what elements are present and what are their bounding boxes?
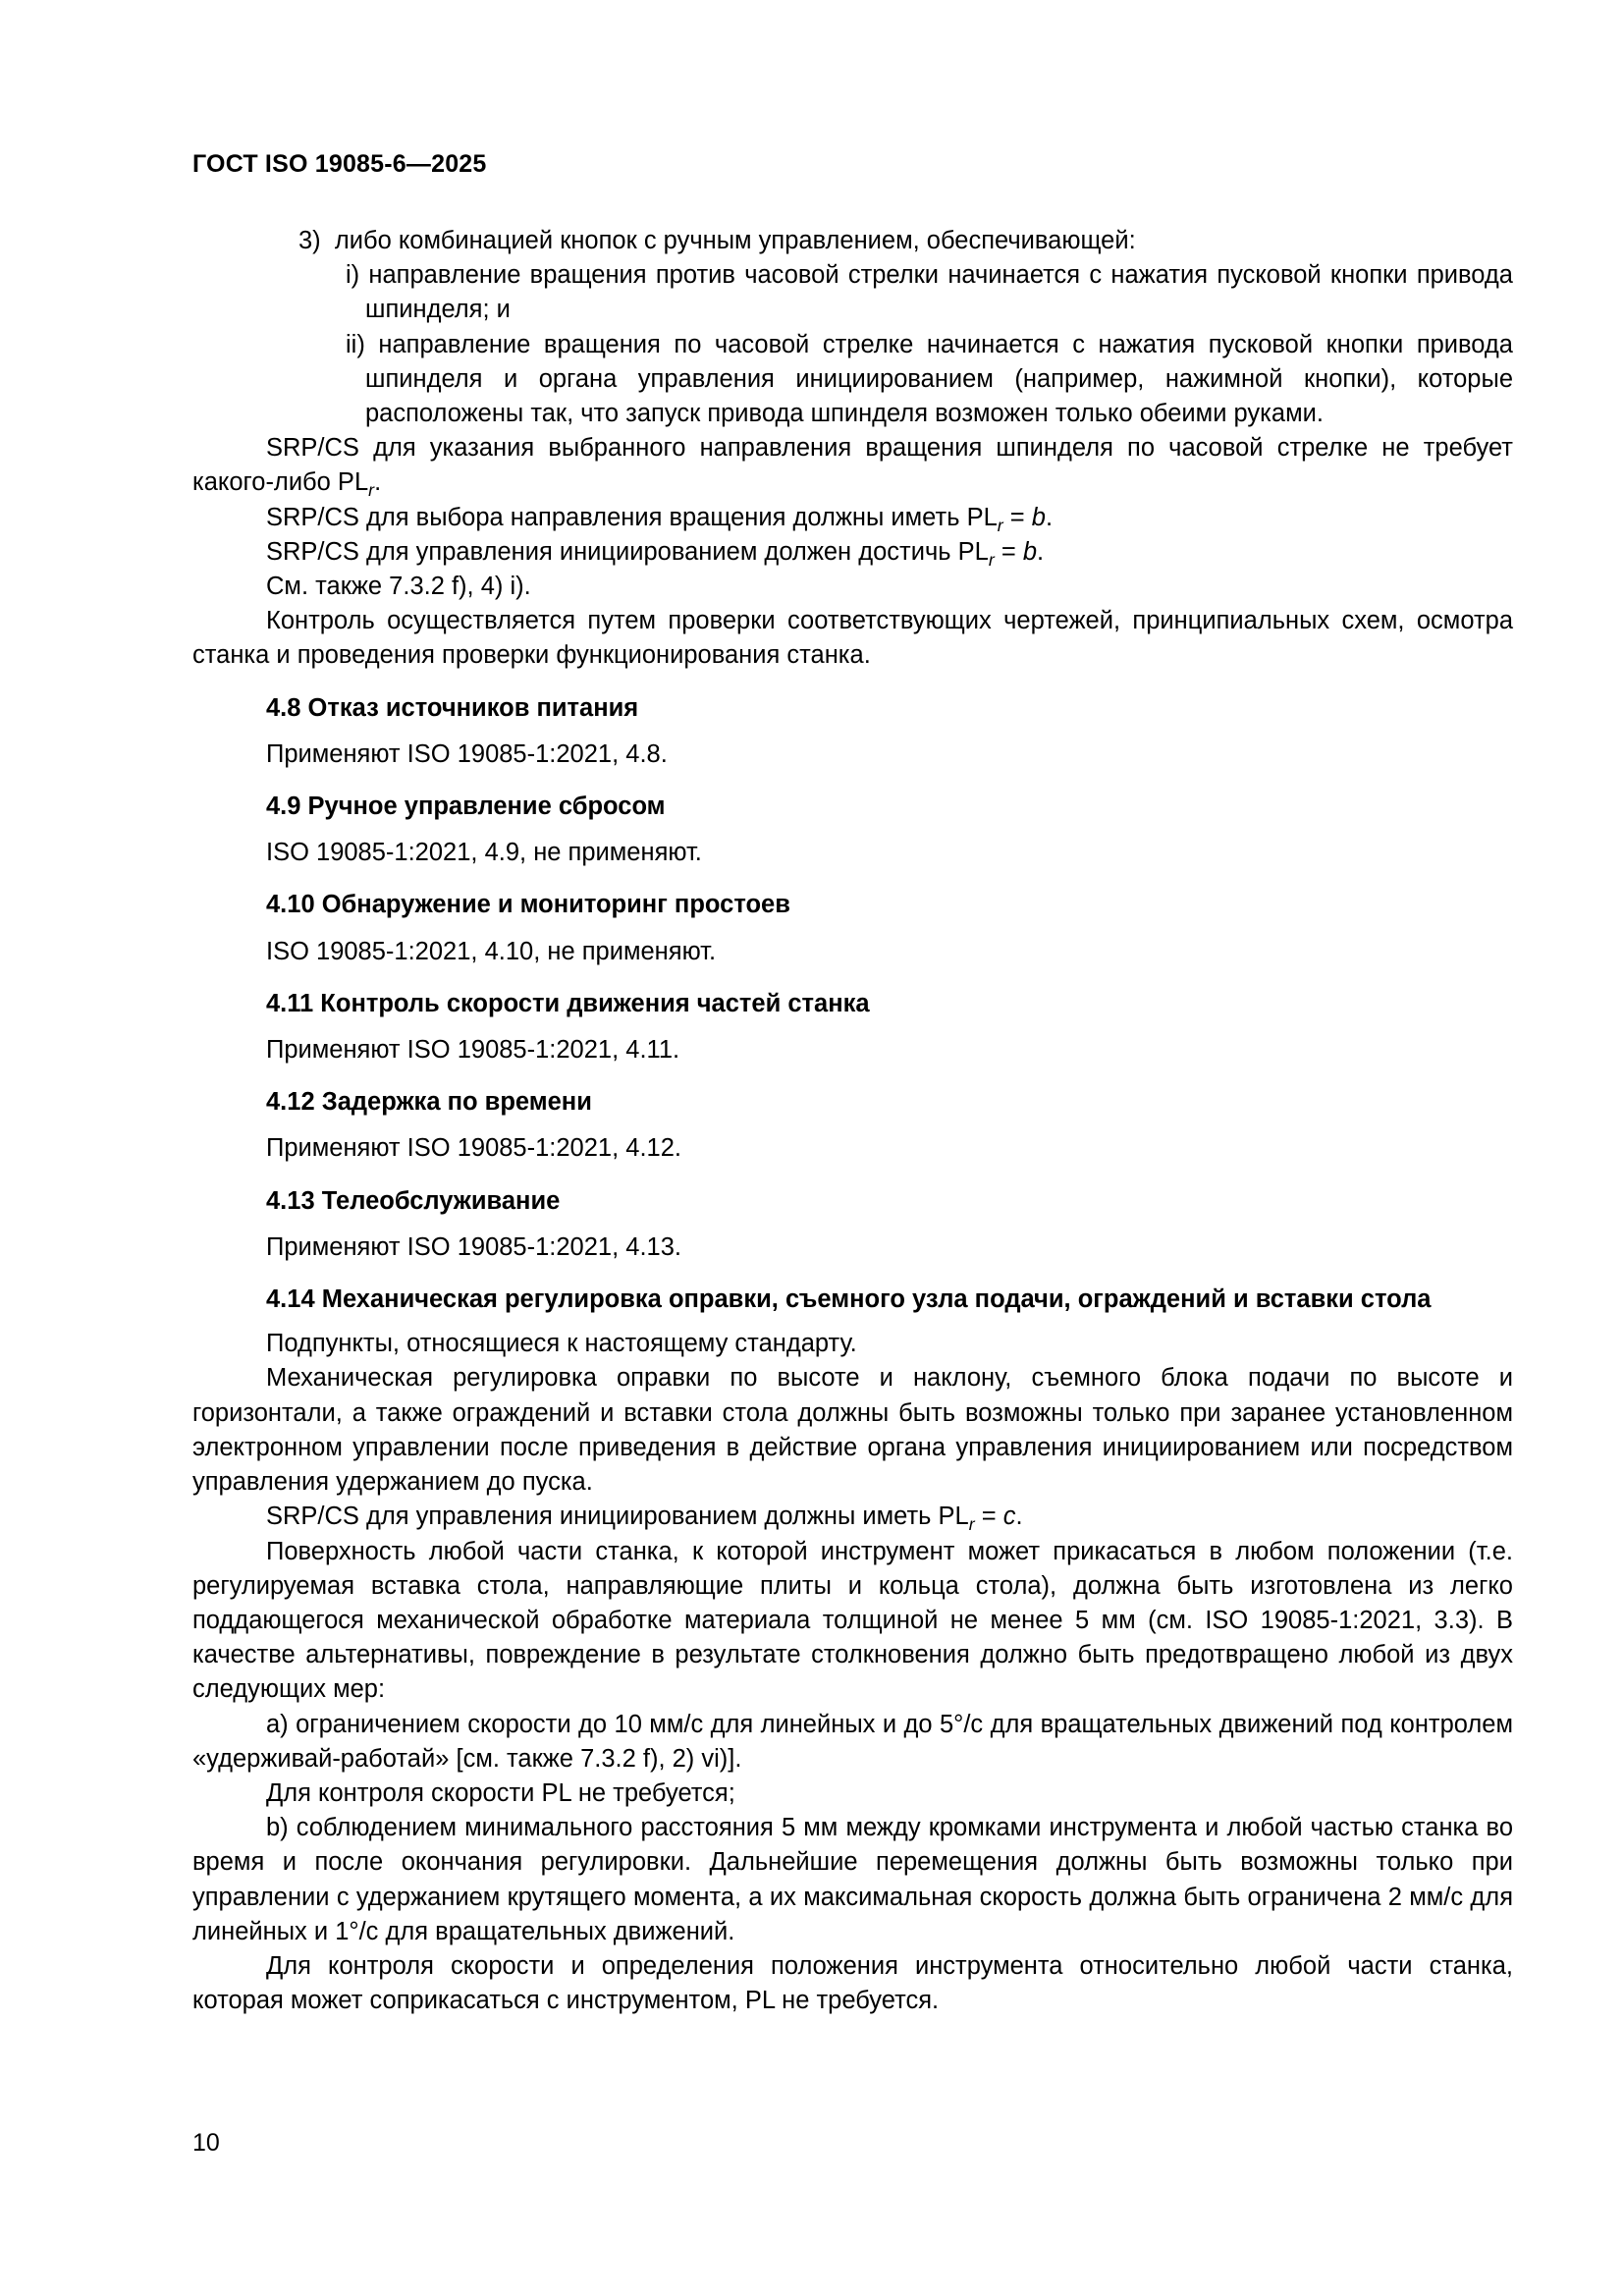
s414-item-a: a) ограничением скорости до 10 мм/с для линейных и до 5°/с для вращательных движений под контролем «удерживай-работай» [см. также 7.3.2 f), 2) vi)]. (192, 1710, 1513, 1773)
section-heading-4-14: 4.14 Механическая регулировка оправки, съемного узла подачи, ограждений и вставки стола (266, 1285, 1432, 1314)
section-heading-4-12: 4.12 Задержка по времени (266, 1088, 592, 1117)
section-heading-4-11: 4.11 Контроль скорости движения частей станка (266, 989, 870, 1017)
document-header: ГОСТ ISO 19085-6—2025 (192, 150, 487, 178)
list-item-3 (192, 224, 1513, 258)
s414-paragraph-8: Для контроля скорости и определения положения инструмента относительно любой части станка, которая может соприкасаться с инструментом, PL не требуется. (192, 1951, 1513, 2015)
section-text-4-9: ISO 19085-1:2021, 4.9, не применяют. (266, 839, 702, 867)
section-text-4-12: Применяют ISO 19085-1:2021, 4.12. (266, 1134, 681, 1163)
list-text: либо комбинацией кнопок с ручным управлением, обеспечивающей: (334, 227, 1136, 254)
section-heading-4-8: 4.8 Отказ источников питания (266, 693, 639, 722)
section-text-4-13: Применяют ISO 19085-1:2021, 4.13. (266, 1232, 681, 1261)
section-text-4-11: Применяют ISO 19085-1:2021, 4.11. (266, 1036, 680, 1065)
section-heading-4-9: 4.9 Ручное управление сбросом (266, 793, 666, 821)
s414-paragraph-3: SRP/CS для управления инициированием должны иметь $PL_r = c$. (266, 1503, 1023, 1535)
paragraph-direction-selection: SRP/CS для выбора направления вращения должны иметь $PL_r = b$. (266, 503, 1054, 535)
s414-paragraph-1: Подпункты, относящиеся к настоящему стандарту. (266, 1330, 857, 1358)
section-heading-4-13: 4.13 Телеобслуживание (266, 1186, 561, 1215)
section-text-4-8: Применяют ISO 19085-1:2021, 4.8. (266, 739, 668, 768)
paragraph-initiation-control: SRP/CS для управления инициированием должен достичь $PL_r = b$. (266, 537, 1045, 571)
s414-item-b: b) соблюдением минимального расстояния 5 мм между кромками инструмента и любой частью станка во время и после окончания регулировки. Дальнейшие перемещения должны быть возможны только при управлении с удержанием крутящего момента, а их максимальная скорость должна быть ограничена 2 мм/с для линейных и 1°/с для вращательных движений. (192, 1814, 1513, 1945)
document-body (192, 224, 1513, 2018)
list-label: 3) (298, 227, 321, 254)
section-text-4-10: ISO 19085-1:2021, 4.10, не применяют. (266, 937, 717, 965)
sub-item-ii: ii) направление вращения по часовой стрелке начинается с нажатия пусковой кнопки привода шпинделя и органа управления инициированием (например, нажимной кнопки), которые расположены так, что запуск привода шпинделя возможен только обеими руками. (346, 330, 1513, 428)
s414-paragraph-6: Для контроля скорости PL не требуется; (266, 1778, 735, 1807)
paragraph-see-also: См. также 7.3.2 f), 4) i). (266, 573, 531, 601)
sub-item-i: i) направление вращения против часовой стрелки начинается с нажатия пусковой кнопки привода шпинделя; и (346, 261, 1513, 324)
s414-paragraph-4: Поверхность любой части станка, к которой инструмент может прикасаться в любом положении (т.е. регулируемая вставка стола, направляющие плиты и кольца стола), должна быть изготовлена из легко поддающегося механической обработке материала толщиной не менее 5 мм (см. ISO 19085-1:2021, 3.3). В качестве альтернативы, повреждение в результате столкновения должно быть предотвращено любой из двух следующих мер: (192, 1537, 1513, 1704)
s414-paragraph-2: Механическая регулировка оправки по высоте и наклону, съемного блока подачи по высоте и горизонтали, а также ограждений и вставки стола должны быть возможны только при заранее установленном электронном управлении после приведения в действие органа управления инициированием или посредством управления удержанием до пуска. (192, 1364, 1513, 1497)
page-number: 10 (192, 2129, 220, 2157)
section-heading-4-10: 4.10 Обнаружение и мониторинг простоев (266, 891, 790, 919)
paragraph-direction-indication: SRP/CS для указания выбранного направления вращения шпинделя по часовой стрелке не требует какого-либо $PL_r$. (192, 434, 1513, 501)
paragraph-verification: Контроль осуществляется путем проверки соответствующих чертежей, принципиальных схем, осмотра станка и проведения проверки функционирования станка. (192, 607, 1513, 670)
